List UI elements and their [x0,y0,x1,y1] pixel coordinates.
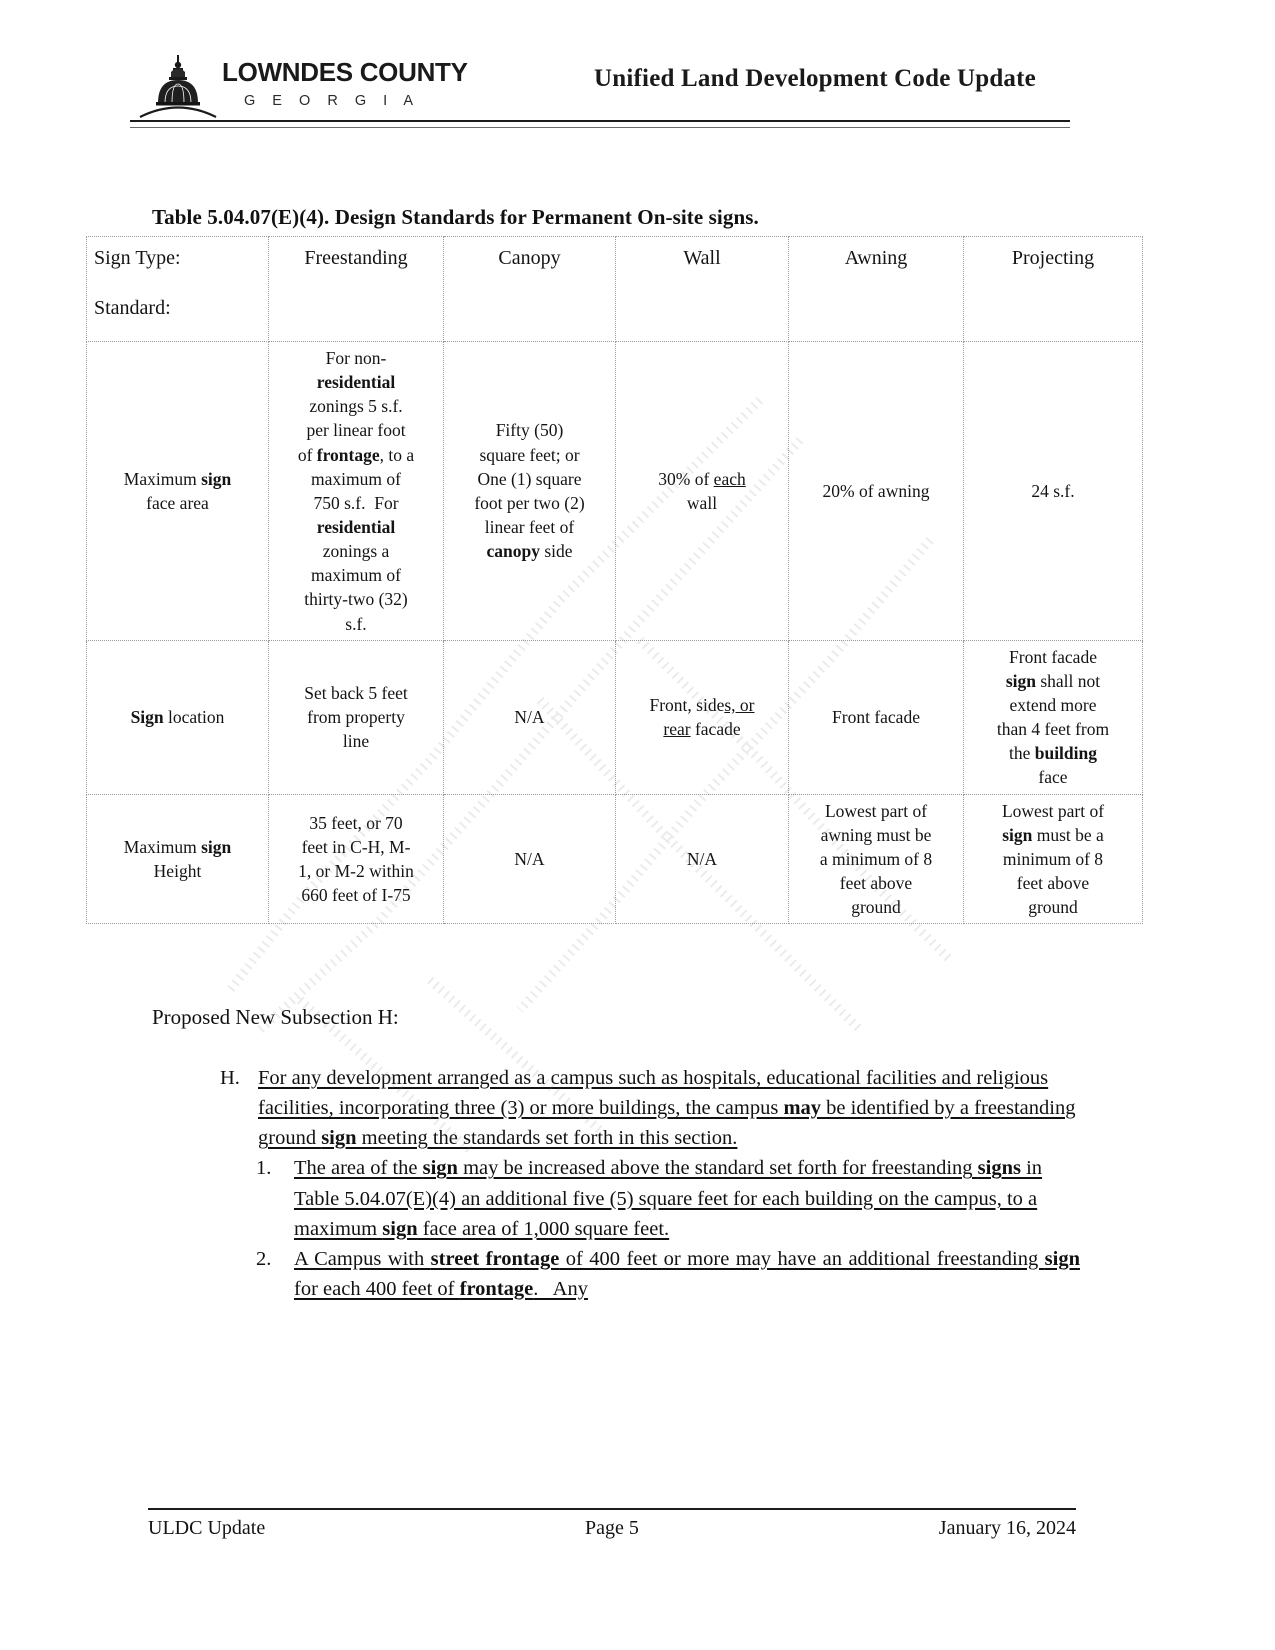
cell-freestanding-sign-location: Set back 5 feet from property line [269,640,444,794]
county-logo [130,45,470,125]
cell-wall-sign-location: Front, sides, or rear facade [616,640,789,794]
logo-state-text: G E O R G I A [244,93,420,109]
column-header-canopy: Canopy [444,237,616,342]
cell-wall-max-height: N/A [616,794,789,924]
footer-page-number: Page 5 [585,1517,639,1539]
column-header-awning: Awning [789,237,964,342]
logo-county-text: LOWNDES COUNTY [222,57,468,87]
footer-date: January 16, 2024 [938,1517,1076,1539]
header-standard-label: Standard: [94,297,171,319]
row-label-max-sign-face-area: Maximum sign face area [87,342,269,641]
header-divider [130,120,1070,128]
table-caption: Table 5.04.07(E)(4). Design Standards for Permanent On-site signs. [152,205,759,229]
cell-canopy-max-height: N/A [444,794,616,924]
row-label-max-sign-height: Maximum sign Height [87,794,269,924]
list-marker-2: 2. [256,1247,272,1270]
list-item [218,1063,1080,1153]
table-row [87,640,1143,794]
subsection-list [218,1063,1080,1304]
footer-document-name: ULDC Update [148,1517,266,1539]
cell-canopy-max-face-area: Fifty (50) square feet; or One (1) square foot per two (2) linear feet of canopy side [444,342,616,641]
list-text-1: The area of the sign may be increased above the standard set forth for freestanding signs in Table 5.04.07(E)(4) an additional five (5) square feet for each building on the campus, to a maximum sign face area of 1,000 square feet. [294,1157,1043,1240]
list-text-h: For any development arranged as a campus such as hospitals, educational facilities and religious facilities, incorporating three (3) or more buildings, the campus may be identified by a freestanding ground sign meeting the standards set forth in this section. [258,1067,1076,1150]
cell-canopy-sign-location: N/A [444,640,616,794]
table-row [87,794,1143,924]
list-item [254,1244,1080,1304]
list-marker-1: 1. [256,1157,272,1180]
cell-awning-max-face-area: 20% of awning [789,342,964,641]
subsection-heading: Proposed New Subsection H: [152,1005,399,1029]
list-item [254,1153,1080,1243]
page-header [130,45,1070,130]
document-title: Unified Land Development Code Update [594,65,1036,92]
cell-awning-max-height: Lowest part of awning must be a minimum of 8 feet above ground [789,794,964,924]
row-label-sign-location: Sign location [87,640,269,794]
page-footer [148,1517,1076,1547]
courthouse-dome-icon [138,53,218,121]
header-sign-type-label: Sign Type: [94,247,181,269]
cell-freestanding-max-face-area: For non- residential zonings 5 s.f. per linear foot of frontage, to a maximum of 750 s.f. For residential zonings a maximum of thirty-two (32) s.f. [269,342,444,641]
cell-awning-sign-location: Front facade [789,640,964,794]
cell-wall-max-face-area: 30% of each wall [616,342,789,641]
footer-divider [148,1508,1076,1510]
cell-freestanding-max-height: 35 feet, or 70 feet in C-H, M- 1, or M-2 within 660 feet of I-75 [269,794,444,924]
cell-projecting-max-face-area: 24 s.f. [964,342,1143,641]
column-header-wall: Wall [616,237,789,342]
column-header-projecting: Projecting [964,237,1143,342]
list-marker-h: H. [220,1067,240,1089]
table-header-corner [87,237,269,342]
table-header-row [87,237,1143,342]
cell-projecting-sign-location: Front facade sign shall not extend more than 4 feet from the building face [964,640,1143,794]
design-standards-table [86,236,1143,924]
cell-projecting-max-height: Lowest part of sign must be a minimum of 8 feet above ground [964,794,1143,924]
table-row [87,342,1143,641]
column-header-freestanding: Freestanding [269,237,444,342]
list-text-2: A Campus with street frontage of 400 feet or more may have an additional freestanding sign for each 400 feet of frontage. Any [294,1247,1080,1300]
